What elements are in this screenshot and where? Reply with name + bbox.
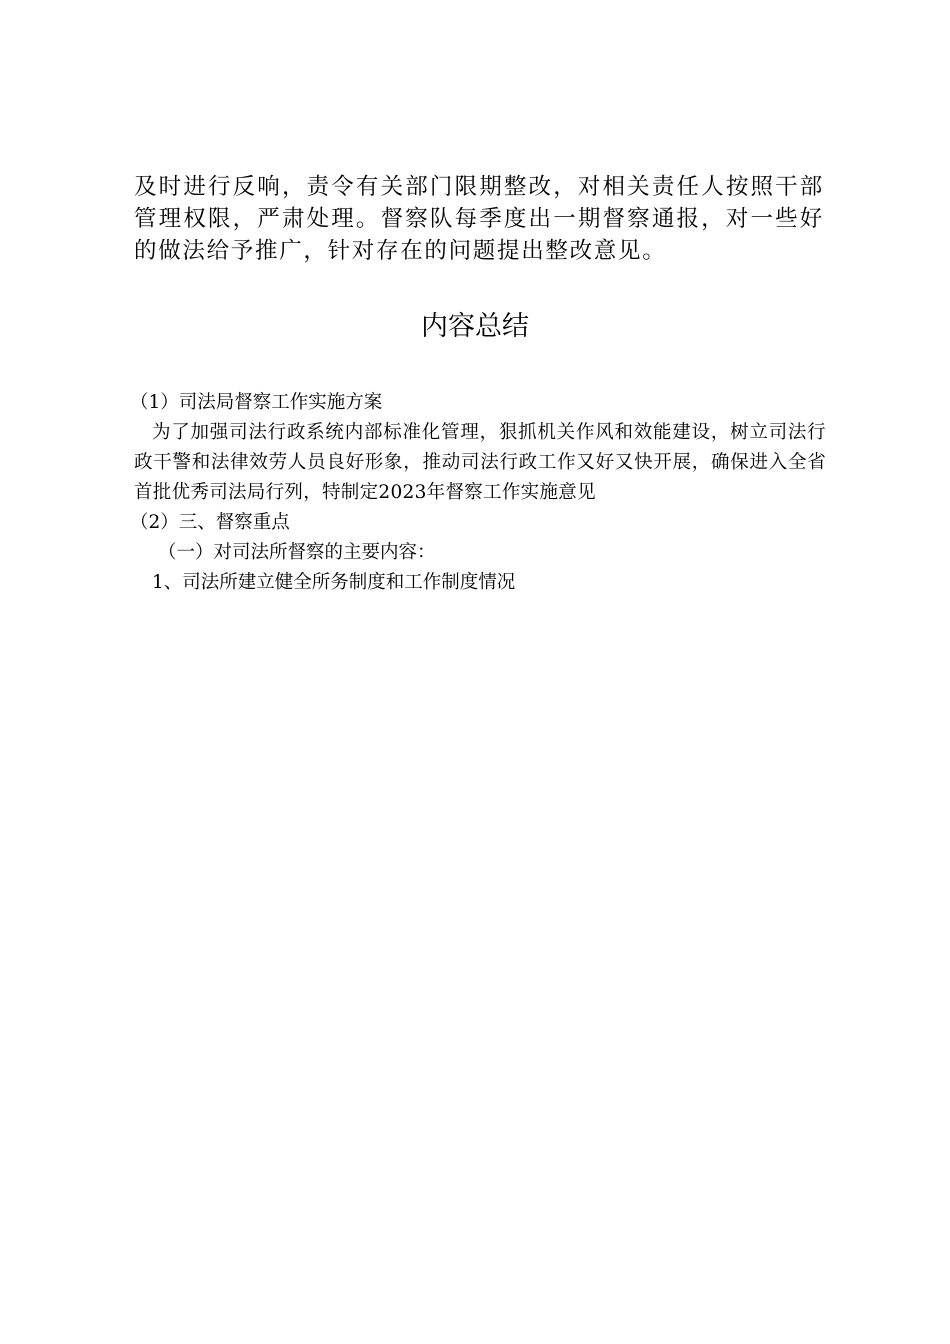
summary-item-1-body: 为了加强司法行政系统内部标准化管理，狠抓机关作风和效能建设，树立司法行政干警和法律效劳人员良好形象，推动司法行政工作又好又快开展，确保进入全省首批优秀司法局行列，特制定2023年督察工作实施意见 (134, 422, 826, 503)
summary-item-2-subheading: （一）对司法所督察的主要内容： (158, 542, 436, 563)
summary-item-2-list-line: 1、司法所建立健全所务制度和工作制度情况 (152, 572, 516, 593)
summary-item-1-heading: （1）司法局督察工作实施方案 (130, 392, 383, 413)
summary-section (130, 388, 826, 598)
summary-item-2-heading: （2）三、督察重点 (130, 512, 290, 533)
summary-title: 内容总结 (421, 311, 529, 342)
lead-paragraph: 及时进行反响，责令有关部门限期整改，对相关责任人按照干部管理权限，严肃处理。督察队每季度出一期督察通报，对一些好的做法给予推广，针对存在的问题提出整改意见。 (134, 174, 824, 264)
